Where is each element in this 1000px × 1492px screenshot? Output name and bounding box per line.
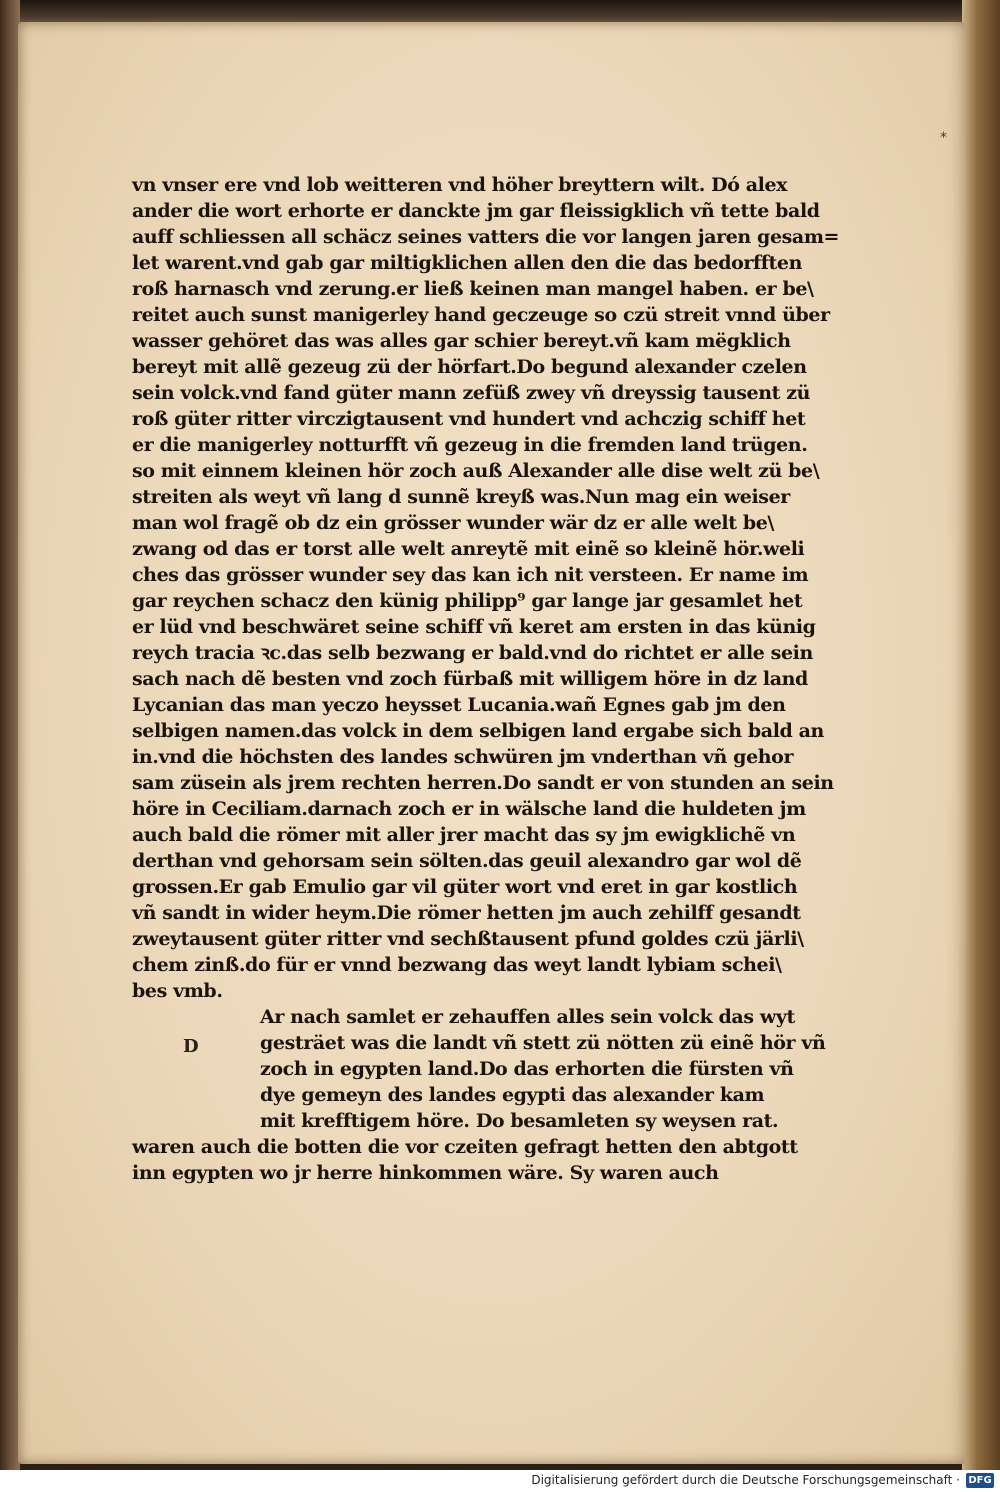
book-binding-left: [0, 0, 20, 1470]
text-line: sach nach dẽ besten vnd zoch fürbaß mit willigem höre in dz land: [132, 668, 808, 690]
footer-separator: ·: [952, 1473, 960, 1487]
footer-credit-text: Digitalisierung gefördert durch die Deutsche Forschungsgemeinschaft: [531, 1473, 953, 1487]
indented-text-line: gesträet was die landt vñ stett zü nötten zü einẽ hör vñ: [260, 1032, 826, 1054]
initial-letter-guide: D: [183, 1036, 199, 1057]
dfg-logo-icon: DFG: [966, 1473, 994, 1488]
text-line: in.vnd die höchsten des landes schwüren jm vnderthan vñ gehor: [132, 746, 794, 768]
page-marker: *: [940, 130, 947, 146]
text-line: derthan vnd gehorsam sein sölten.das geuil alexandro gar wol dẽ: [132, 850, 802, 872]
text-line: er die manigerley notturfft vñ gezeug in die fremden land trügen.: [132, 434, 808, 456]
text-line: vñ sandt in wider heym.Die römer hetten jm auch zehilff gesandt: [132, 902, 801, 924]
text-line: zwang od das er torst alle welt anreytẽ mit einẽ so kleinẽ hör.weli: [132, 538, 805, 560]
text-line: streiten als weyt vñ lang d sunnẽ kreyß was.Nun mag ein weiser: [132, 486, 790, 508]
text-line: reitet auch sunst manigerley hand geczeuge so czü streit vnnd über: [132, 304, 830, 326]
text-line: Lycanian das man yeczo heysset Lucania.wañ Egnes gab jm den: [132, 694, 786, 716]
text-line: reych tracia ꝛc.das selb bezwang er bald.vnd do richtet er alle sein: [132, 642, 813, 664]
text-line: roß harnasch vnd zerung.er ließ keinen man mangel haben. er be\: [132, 278, 814, 300]
text-line: waren auch die botten die vor czeiten gefragt hetten den abtgott: [132, 1136, 798, 1158]
text-line: chem zinß.do für er vnnd bezwang das weyt landt lybiam schei\: [132, 954, 782, 976]
text-line: gar reychen schacz den künig philipp⁹ gar lange jar gesamlet het: [132, 590, 803, 612]
text-line: inn egypten wo jr herre hinkommen wäre. Sy waren auch: [132, 1162, 719, 1184]
indented-text-line: dye gemeyn des landes egypti das alexander kam: [260, 1084, 765, 1106]
text-line: zweytausent güter ritter vnd sechßtausent pfund goldes czü järli\: [132, 928, 804, 950]
text-line: sam züsein als jrem rechten herren.Do sandt er von stunden an sein: [132, 772, 834, 794]
text-line: ander die wort erhorte er danckte jm gar fleissigklich vñ tette bald: [132, 200, 820, 222]
text-line: so mit einnem kleinen hör zoch auß Alexander alle dise welt zü be\: [132, 460, 820, 482]
indented-text-line: mit krefftigem höre. Do besamleten sy weysen rat.: [260, 1110, 779, 1132]
indented-text-line: zoch in egypten land.Do das erhorten die fürsten vñ: [260, 1058, 794, 1080]
text-line: vn vnser ere vnd lob weitteren vnd höher breyttern wilt. Dó alex: [132, 174, 788, 196]
text-line: wasser gehöret das was alles gar schier bereyt.vñ kam mëgklich: [132, 330, 791, 352]
text-line: auch bald die römer mit aller jrer macht das sy jm ewigklichẽ vn: [132, 824, 796, 846]
main-text-block: [132, 172, 840, 1186]
text-line: sein volck.vnd fand güter mann zefüß zwey vñ dreyssig tausent zü: [132, 382, 811, 404]
text-line: grossen.Er gab Emulio gar vil güter wort vnd eret in gar kostlich: [132, 876, 798, 898]
text-line: ches das grösser wunder sey das kan ich nit versteen. Er name im: [132, 564, 809, 586]
text-line: man wol fragẽ ob dz ein grösser wunder wär dz er alle welt be\: [132, 512, 774, 534]
text-line: roß güter ritter virczigtausent vnd hundert vnd achczig schiff het: [132, 408, 806, 430]
text-line: auff schliessen all schäcz seines vatters die vor langen jaren gesam=: [132, 226, 840, 248]
text-line: er lüd vnd beschwäret seine schiff vñ keret am ersten in das künig: [132, 616, 816, 638]
text-line: let warent.vnd gab gar miltigklichen allen den die das bedorfften: [132, 252, 803, 274]
text-line: bereyt mit allẽ gezeug zü der hörfart.Do begund alexander czelen: [132, 356, 807, 378]
footer-credit: [531, 1473, 960, 1487]
indented-text-line: Ar nach samlet er zehauffen alles sein volck das wyt: [260, 1006, 795, 1028]
text-line: selbigen namen.das volck in dem selbigen land ergabe sich bald an: [132, 720, 824, 742]
text-line: bes vmb.: [132, 980, 223, 1002]
text-line: höre in Ceciliam.darnach zoch er in wälsche land die huldeten jm: [132, 798, 806, 820]
book-fore-edge: [962, 0, 1000, 1470]
footer-bar: [0, 1470, 1000, 1492]
